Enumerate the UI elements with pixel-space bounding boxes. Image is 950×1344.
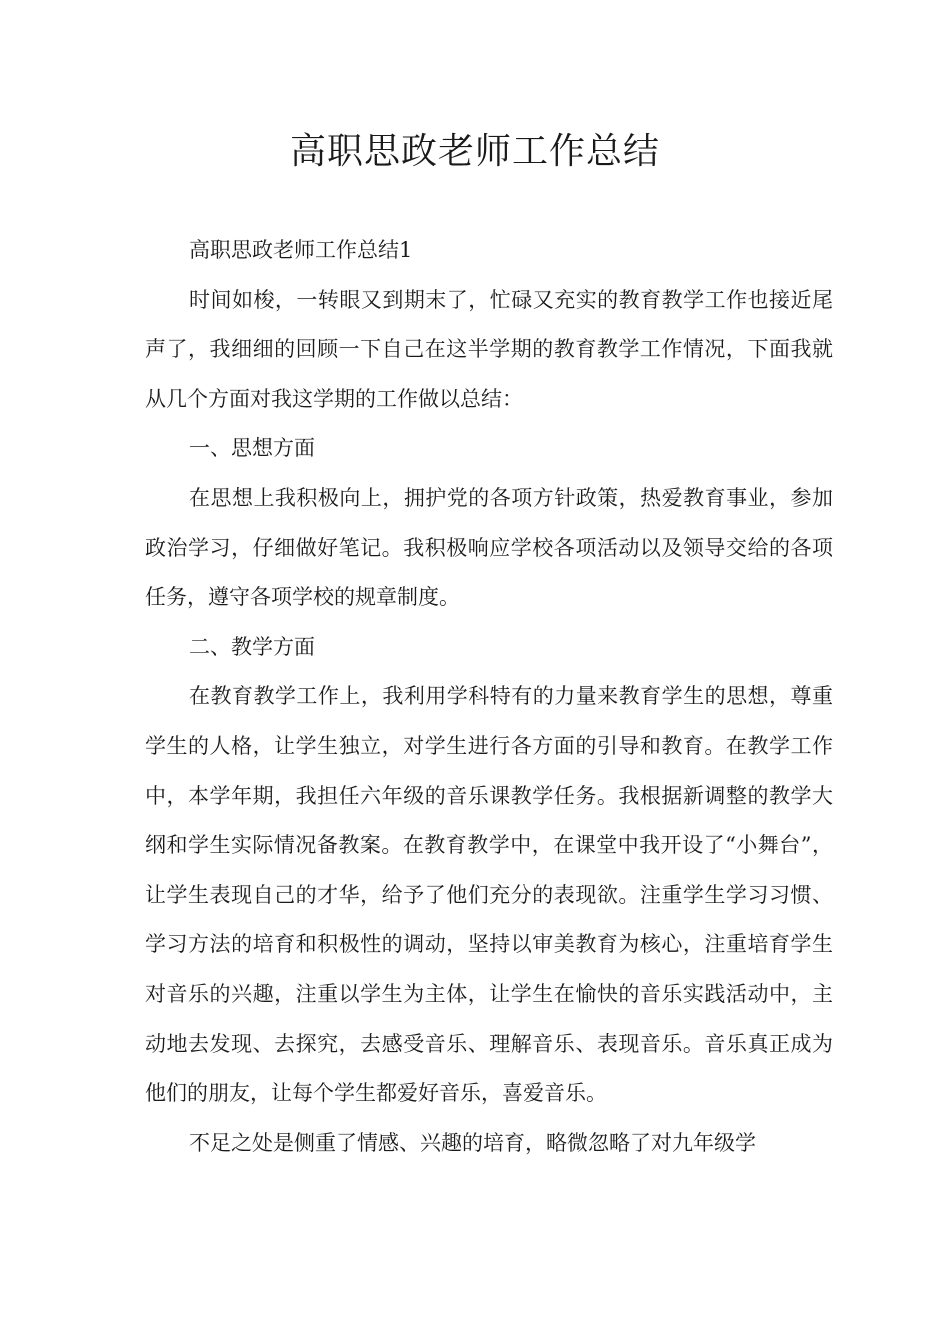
section-subtitle: 高职思政老师工作总结1	[189, 238, 413, 262]
document-body	[145, 226, 833, 1168]
heading-teaching: 二、教学方面	[189, 634, 315, 659]
paragraph-teaching: 在教育教学工作上，我利用学科特有的力量来教育学生的思想，尊重学生的人格，让学生独立，对学生进行各方面的引导和教育。在教学工作中，本学年期，我担任六年级的音乐课教学任务。我根据新调整的教学大纲和学生实际情况备教案。在教育教学中，在课堂中我开设了“小舞台”，让学生表现自己的才华，给予了他们充分的表现欲。注重学生学习习惯、学习方法的培育和积极性的调动，坚持以审美教育为核心，注重培育学生对音乐的兴趣，注重以学生为主体，让学生在愉快的音乐实践活动中，主动地去发现、去探究，去感受音乐、理解音乐、表现音乐。音乐真正成为他们的朋友，让每个学生都爱好音乐，喜爱音乐。	[145, 684, 833, 1106]
paragraph-shortcomings: 不足之处是侧重了情感、兴趣的培育，略微忽略了对九年级学	[189, 1130, 756, 1155]
paragraph-thought: 在思想上我积极向上，拥护党的各项方针政策，热爱教育事业，参加政治学习，仔细做好笔记。我积极响应学校各项活动以及领导交给的各项任务，遵守各项学校的规章制度。	[145, 485, 833, 610]
heading-thought: 一、思想方面	[189, 436, 315, 461]
document-title: 高职思政老师工作总结	[289, 131, 660, 172]
paragraph-intro: 时间如梭，一转眼又到期末了，忙碌又充实的教育教学工作也接近尾声了，我细细的回顾一下自己在这半学期的教育教学工作情况，下面我就从几个方面对我这学期的工作做以总结：	[145, 287, 833, 411]
